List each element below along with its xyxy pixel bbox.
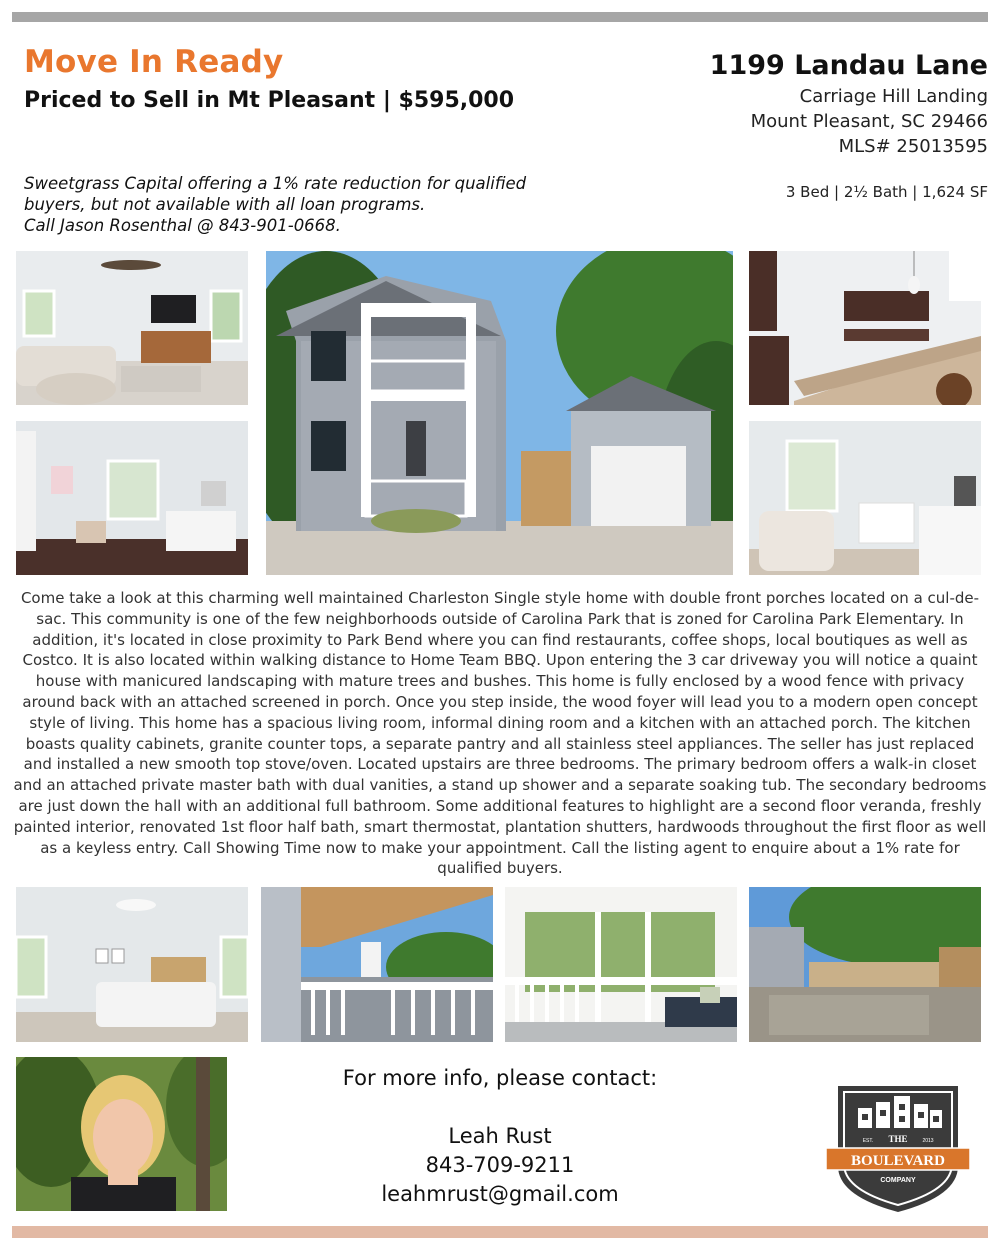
screened-porch-photo xyxy=(505,887,737,1042)
primary-bedroom-photo xyxy=(16,887,248,1042)
city-state-zip: Mount Pleasant, SC 29466 xyxy=(750,111,988,132)
property-description: Come take a look at this charming well maintained Charleston Single style home with double front porches located on a cul-de-sac. This community is one of the few neighborhoods outside of Carolina Park that is zoned for Carolina Park Elementary. In addition, it's located in close proximity to Park Bend where you can find restaurants, coffee shops, local boutiques as well as Costco. It is also located within walking distance to Home Team BBQ. Upon entering the 3 car driveway you will notice a quaint house with manicured landscaping with mature trees and bushes. This home is fully enclosed by a wood fence with privacy around back with an attached screened in porch. Once you step inside, the wood foyer will lead you to a modern open concept style of living. This home has a spacious living room, informal dining room and a kitchen with an attached porch. The kitchen boasts quality cabinets, granite counter tops, a separate pantry and all stainless steel appliances. The seller has just replaced and installed a new smooth top stove/oven. Located upstairs are three bedrooms. The primary bedroom offers a walk-in closet and an attached private master bath with dual vanities, a stand up shower and a separate soaking tub. The secondary bedrooms are just down the hall with an additional full bathroom. Some additional features to highlight are a second floor veranda, freshly painted interior, renovated 1st floor half bath, smart thermostat, plantation shutters, hardwoods throughout the first floor as well as a keyless entry. Call Showing Time now to make your appointment. Call the listing agent to enquire about a 1% rate for qualified buyers. xyxy=(13,589,987,878)
promo-line: Sweetgrass Capital offering a 1% rate reduction for qualified xyxy=(24,174,527,193)
logo-est-left: EST. xyxy=(862,1138,874,1144)
logo-top-text: THE xyxy=(888,1134,908,1144)
contact-lead: For more info, please contact: xyxy=(342,1066,658,1090)
price-subhead: Priced to Sell in Mt Pleasant | $595,000 xyxy=(24,88,515,113)
agent-photo xyxy=(16,1057,227,1211)
bedroom-playroom-photo xyxy=(16,421,248,575)
boulevard-logo xyxy=(818,1066,978,1216)
promo-line: buyers, but not available with all loan programs. xyxy=(24,195,426,214)
agent-phone[interactable]: 843-709-9211 xyxy=(425,1153,575,1177)
top-accent-bar xyxy=(12,12,988,22)
nursery-photo xyxy=(749,421,981,575)
veranda-photo xyxy=(261,887,493,1042)
headline: Move In Ready xyxy=(24,44,284,80)
backyard-photo xyxy=(749,887,981,1042)
agent-name: Leah Rust xyxy=(448,1124,552,1148)
community-name: Carriage Hill Landing xyxy=(799,86,988,107)
logo-bottom-text: COMPANY xyxy=(880,1177,916,1184)
promo-line: Call Jason Rosenthal @ 843-901-0668. xyxy=(24,216,341,235)
kitchen-photo xyxy=(749,251,981,405)
property-address: 1199 Landau Lane xyxy=(709,50,988,81)
living-room-photo xyxy=(16,251,248,405)
logo-main-text: BOULEVARD xyxy=(851,1153,945,1169)
property-specs: 3 Bed | 2½ Bath | 1,624 SF xyxy=(785,183,988,201)
mls-number: MLS# 25013595 xyxy=(838,136,988,157)
logo-est-right: 2013 xyxy=(922,1138,934,1144)
promo-text xyxy=(24,173,564,236)
bottom-accent-bar xyxy=(12,1226,988,1238)
agent-email[interactable]: leahmrust@gmail.com xyxy=(381,1182,619,1206)
house-photo xyxy=(266,251,733,575)
